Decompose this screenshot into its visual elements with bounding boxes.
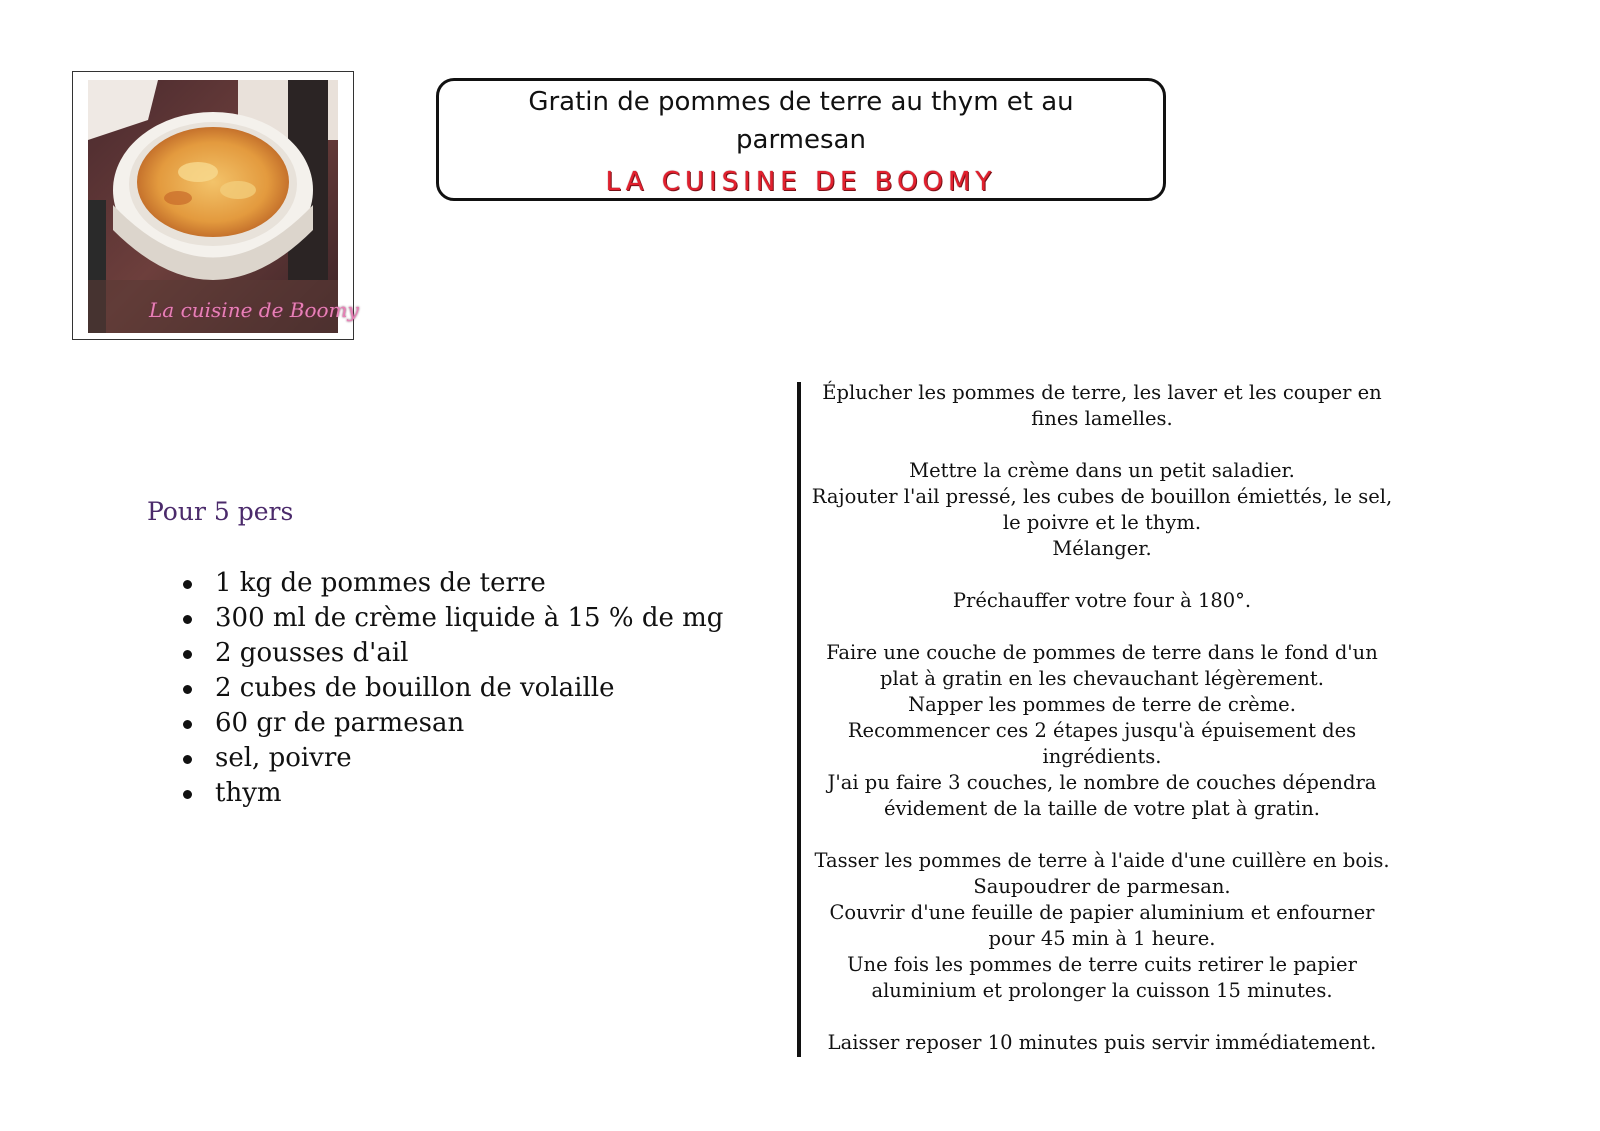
- instruction-step: [808, 1030, 1396, 1056]
- bullet-icon: [183, 720, 192, 729]
- instruction-line: Mélanger.: [1052, 537, 1152, 560]
- instruction-line: ingrédients.: [1042, 745, 1162, 768]
- instruction-line: plat à gratin en les chevauchant légèrement.: [880, 667, 1324, 690]
- instruction-line: fines lamelles.: [1031, 407, 1173, 430]
- ingredient-item: [183, 671, 723, 706]
- instruction-line: Laisser reposer 10 minutes puis servir immédiatement.: [827, 1031, 1377, 1054]
- ingredient-text: 300 ml de crème liquide à 15 % de mg: [215, 603, 724, 633]
- ingredient-item: [183, 741, 723, 776]
- instruction-step: [808, 380, 1396, 432]
- ingredient-item: [183, 706, 723, 741]
- photo-watermark: La cuisine de Boomy: [149, 298, 359, 322]
- recipe-title-line1: Gratin de pommes de terre au thym et au: [528, 87, 1074, 117]
- instruction-step: [808, 588, 1396, 614]
- servings: Pour 5 pers: [147, 497, 294, 526]
- instruction-line: Tasser les pommes de terre à l'aide d'une cuillère en bois.: [814, 849, 1390, 872]
- ingredient-text: 2 cubes de bouillon de volaille: [215, 673, 615, 703]
- instruction-line: Saupoudrer de parmesan.: [973, 875, 1231, 898]
- bullet-icon: [183, 650, 192, 659]
- instruction-line: Éplucher les pommes de terre, les laver et les couper en: [822, 381, 1382, 404]
- ingredient-item: [183, 776, 723, 811]
- instruction-line: Recommencer ces 2 étapes jusqu'à épuisement des: [847, 719, 1357, 742]
- instruction-line: J'ai pu faire 3 couches, le nombre de couches dépendra: [827, 771, 1377, 794]
- bullet-icon: [183, 685, 192, 694]
- instruction-line: évidement de la taille de votre plat à gratin.: [884, 797, 1320, 820]
- gratin-dish-illustration: [88, 80, 359, 333]
- title-box: [436, 78, 1166, 201]
- instruction-line: aluminium et prolonger la cuisson 15 minutes.: [871, 979, 1333, 1002]
- brand-name: LA CUISINE DE BOOMY: [605, 167, 997, 197]
- ingredient-item: [183, 601, 723, 636]
- instruction-line: Couvrir d'une feuille de papier aluminium et enfourner: [829, 901, 1375, 924]
- instruction-step: [808, 848, 1396, 1004]
- instruction-line: Napper les pommes de terre de crème.: [908, 693, 1296, 716]
- ingredient-text: 2 gousses d'ail: [215, 638, 409, 668]
- bullet-icon: [183, 580, 192, 589]
- instruction-step: [808, 640, 1396, 822]
- ingredient-item: [183, 566, 723, 601]
- recipe-title-line2: parmesan: [736, 125, 866, 155]
- bullet-icon: [183, 615, 192, 624]
- ingredient-list: [183, 566, 723, 811]
- instruction-line: Mettre la crème dans un petit saladier.: [909, 459, 1295, 482]
- recipe-photo: [72, 71, 359, 340]
- ingredient-text: 60 gr de parmesan: [215, 708, 465, 738]
- instruction-line: Préchauffer votre four à 180°.: [952, 589, 1252, 612]
- ingredient-text: thym: [215, 778, 282, 808]
- instructions: [808, 380, 1396, 1056]
- recipe-title: [469, 83, 1133, 159]
- ingredient-item: [183, 636, 723, 671]
- instruction-line: Faire une couche de pommes de terre dans le fond d'un: [826, 641, 1378, 664]
- instruction-line: pour 45 min à 1 heure.: [988, 927, 1216, 950]
- ingredient-text: 1 kg de pommes de terre: [215, 568, 546, 598]
- column-divider: [797, 382, 801, 1057]
- instruction-line: Rajouter l'ail pressé, les cubes de bouillon émiettés, le sel,: [811, 485, 1393, 508]
- instruction-line: Une fois les pommes de terre cuits retirer le papier: [847, 953, 1357, 976]
- instruction-step: [808, 458, 1396, 562]
- instruction-line: le poivre et le thym.: [1002, 511, 1202, 534]
- bullet-icon: [183, 790, 192, 799]
- bullet-icon: [183, 755, 192, 764]
- ingredient-text: sel, poivre: [215, 743, 352, 773]
